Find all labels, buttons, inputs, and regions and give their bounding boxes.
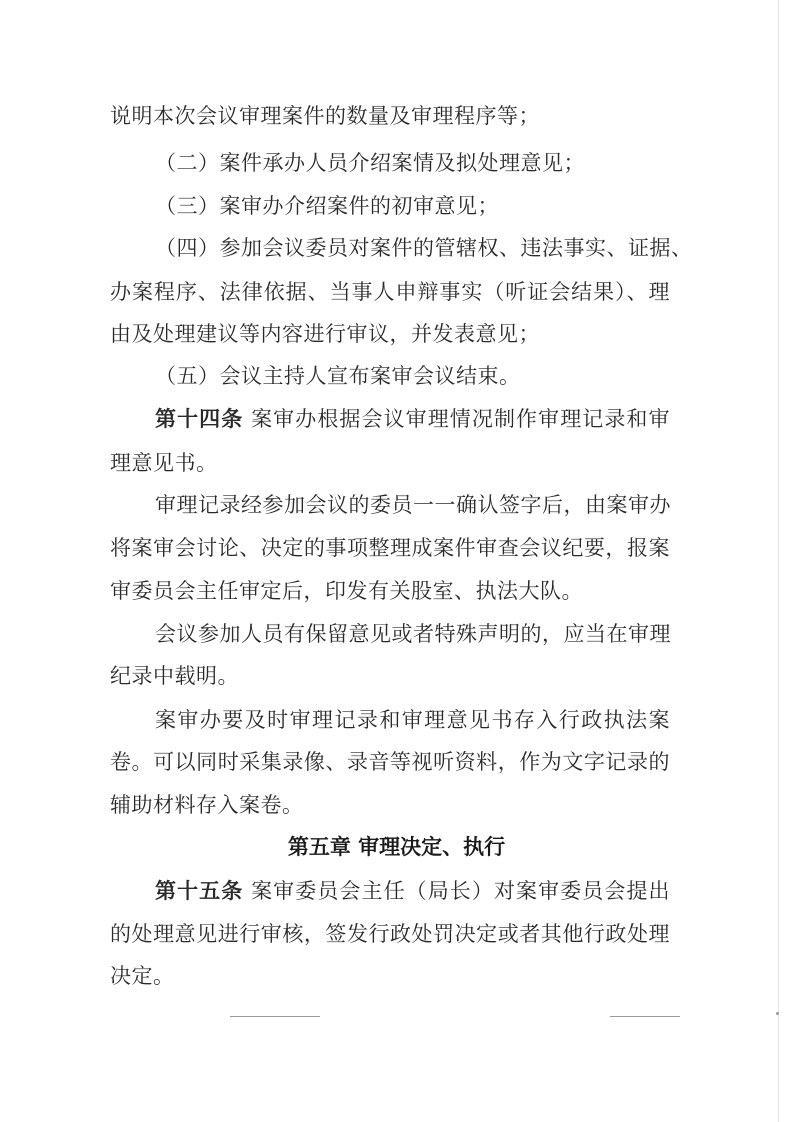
paragraph-archive-line-1: 案审办要及时审理记录和审理意见书存入行政执法案 [155,708,670,732]
paragraph-record-line-3: 审委员会主任审定后，印发有关股室、执法大队。 [110,579,583,603]
paragraph-record-line-2: 将案审会讨论、决定的事项整理成案件审查会议纪要，报案 [110,536,670,560]
scan-edge-line [778,0,779,1122]
article-15-line-1 [155,878,670,904]
article-15-text: 对案审委员会提出 [493,879,671,903]
paragraph-record-line-1: 审理记录经参加会议的委员一一确认签字后，由案审办 [155,493,671,517]
text-line-item-4-cont-2: 由及处理建议等内容进行审议，并发表意见； [110,322,540,346]
paragraph-archive-line-3: 辅助材料存入案卷。 [110,793,304,817]
scan-artifact-line-left [230,1016,320,1017]
text-line-item-3: （三）案审办介绍案件的初审意见； [155,194,499,218]
text-line-1: 说明本次会议审理案件的数量及审理程序等； [110,104,540,128]
text-line-item-2: （二）案件承办人员介绍案情及拟处理意见； [155,151,585,175]
article-15-label: 第十五条 [155,878,244,903]
article-14-text: 案审办根据会议审理情况制作审理记录和审 [251,407,671,431]
paragraph-archive-line-2: 卷。可以同时采集录像、录音等视听资料，作为文字记录的 [110,750,670,774]
text-line-item-4-cont-1: 办案程序、法律依据、当事人申辩事实（听证会结果）、理 [110,280,670,304]
chapter-title: 第五章 审理决定、执行 [287,835,506,859]
text-line-item-4: （四）参加会议委员对案件的管辖权、违法事实、证据、 [155,236,693,260]
article-15-line-3: 决定。 [110,964,175,988]
paragraph-opinion-line-1: 会议参加人员有保留意见或者特殊声明的，应当在审理 [155,622,671,646]
article-14-line-1 [155,406,670,432]
article-15-lead: 案审委员会主任（局长） [251,879,494,903]
paragraph-opinion-line-2: 纪录中载明。 [110,664,239,688]
article-15-line-2: 的处理意见进行审核，签发行政处罚决定或者其他行政处理 [110,922,670,946]
scan-artifact-dot [776,1012,779,1015]
article-14-line-2: 理意见书。 [110,451,218,475]
text-line-item-5: （五）会议主持人宣布案审会议结束。 [155,364,521,388]
article-14-label: 第十四条 [155,406,244,431]
scan-artifact-line-right [610,1016,680,1017]
